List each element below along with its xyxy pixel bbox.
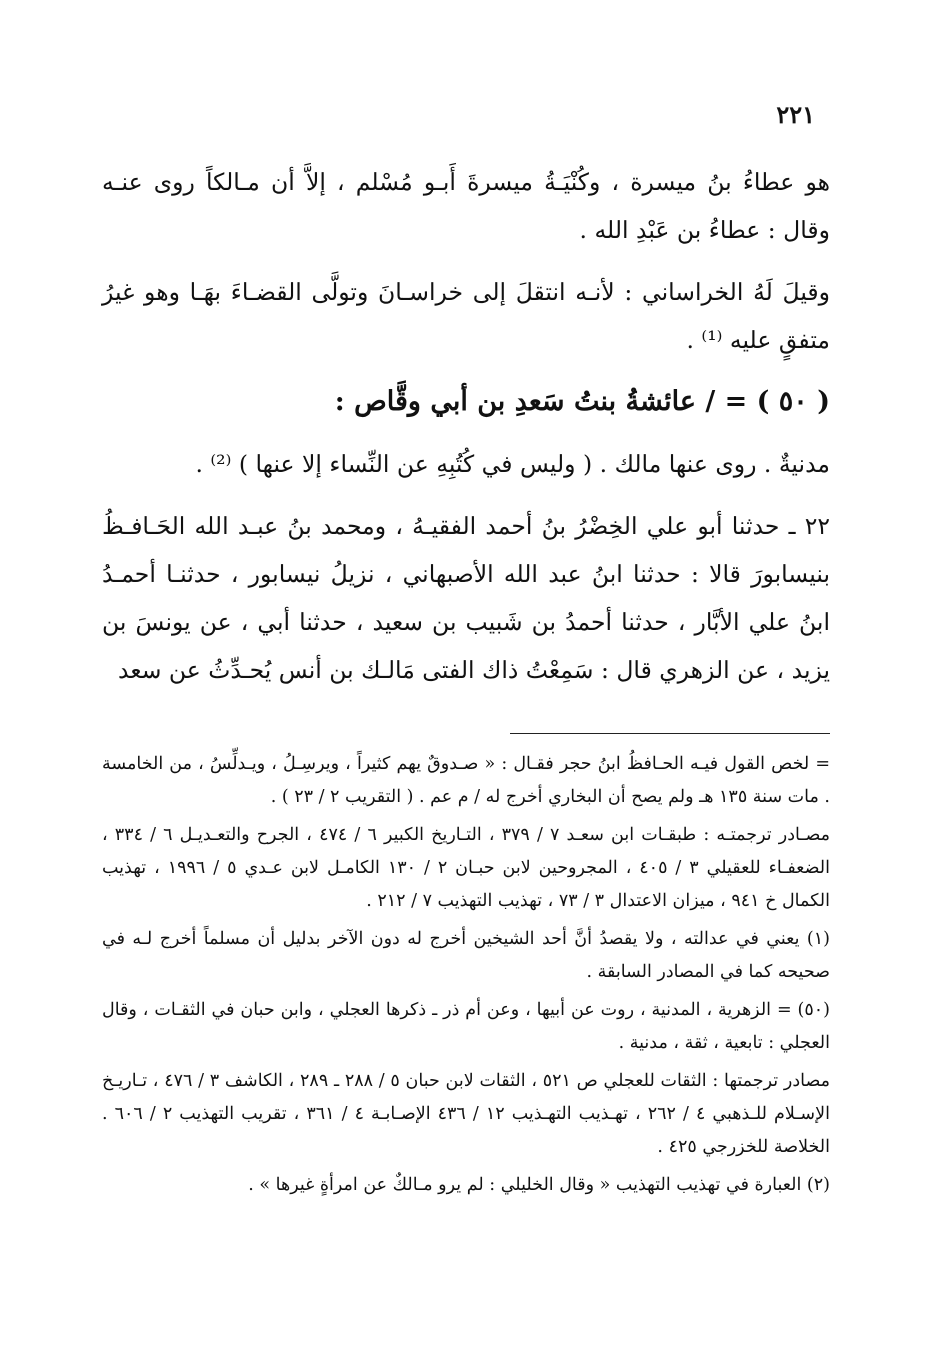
hadith-paragraph: ٢٢ ـ حدثنا أبو علي الخِضْرُ بنُ أحمد الفقيـهُ ، ومحمد بنُ عبـد الله الحَـافـظُ بنيسابورَ قالا : حدثنا ابنُ عبد الله الأصبهاني ، نزيلُ نيسابور ، حدثنـا أحمـدُ ابنُ علي الأبَّار ، حدثنا أحمدُ بن شَبيب بن سعيد ، حدثنا أبي ، عن يونسَ بن يزيد ، عن الزهري قال : سَمِعْتُ ذاك الفتى مَالـك بن أنس يُحـدِّثُ عن سعد (102, 512, 830, 684)
footnotes (102, 748, 830, 1207)
footnote: (٢) العبارة في تهذيب التهذيب « وقال الخليلي : لم يرو مـالكٌ عن امرأةٍ غيرها » . (248, 1175, 830, 1195)
paragraph: وقيلَ لَهُ الخراساني : لأنـه انتقلَ إلى خراسـانَ وتولَّى القضـاءَ بهَـا وهو غيرُ متفقٍ عليه ⁽¹⁾ . (102, 278, 830, 354)
main-text (102, 158, 830, 708)
footnote-divider (510, 733, 830, 734)
paragraph: مدنيةٌ . روى عنها مالك . ( وليس في كُتُبِهِ عن النِّساء إلا عنها ) ⁽²⁾ . (195, 450, 830, 478)
entry-heading: ( ٥٠ ) = / عائشةُ بنتُ سَعدِ بن أبي وقَّاص : (334, 386, 830, 417)
footnote: مصادر ترجمتها : الثقات للعجلي ص ٥٢١ ، الثقات لابن حبان ٥ / ٢٨٨ ـ ٢٨٩ ، الكاشف ٣ / ٤٧٦ ، تـاريـخ الإسـلام للـذهبي ٤ / ٢٦٢ ، تهـذيب التهـذيب ١٢ / ٤٣٦ الإصـابـة ٤ / ٣٦١ ، تقريب التهذيب ٢ / ٦٠٦ . الخلاصة للخزرجي ٤٢٥ . (102, 1071, 830, 1157)
page-number: ٢٢١ (776, 100, 815, 129)
footnote: مصـادر ترجمتـه : طبقـات ابن سعـد ٧ / ٣٧٩ ، التـاريخ الكبير ٦ / ٤٧٤ ، الجرح والتعـديـل ٦ / ٣٣٤ ، الضعفـاء للعقيلي ٣ / ٤٠٥ ، المجروحين لابن حبـان ٢ / ١٣٠ الكامـل لابن عـدي ٥ / ١٩٩٦ ، تهذيب الكمال خ ٩٤١ ، ميزان الاعتدال ٣ / ٧٣ ، تهذيب التهذيب ٧ / ٢١٢ . (102, 825, 831, 911)
footnote: = لخص القول فيـه الحـافظُ ابنُ حجر فقـال : « صـدوقٌ يهم كثيراً ، ويرسِـلُ ، ويـدلِّسُ ، من الخامسة . مات سنة ١٣٥ هـ ولم يصح أن البخاري أخرج له / م عم . ( التقريب ٢ / ٢٣ ) . (102, 754, 830, 807)
footnote: (١) يعني في عدالته ، ولا يقصدُ أنَّ أحد الشيخين أخرج له دون الآخر بدليل أن مسلماً أخرج لـه في صحيحه كما في المصادر السابقة . (102, 929, 830, 982)
paragraph: هو عطاءُ بنُ ميسرة ، وكُنْيَـةُ ميسرةَ أَبـو مُسْلم ، إلاَّ أن مـالكاً روى عنـه وقال : عطاءُ بن عَبْدِ الله . (102, 168, 830, 244)
footnote: (٥٠) = الزهرية ، المدنية ، روت عن أبيها ، وعن أم ذر ـ ذكرها العجلي ، وابن حبان في الثقـات ، وقال العجلي : تابعية ، ثقة ، مدنية . (102, 1000, 830, 1053)
